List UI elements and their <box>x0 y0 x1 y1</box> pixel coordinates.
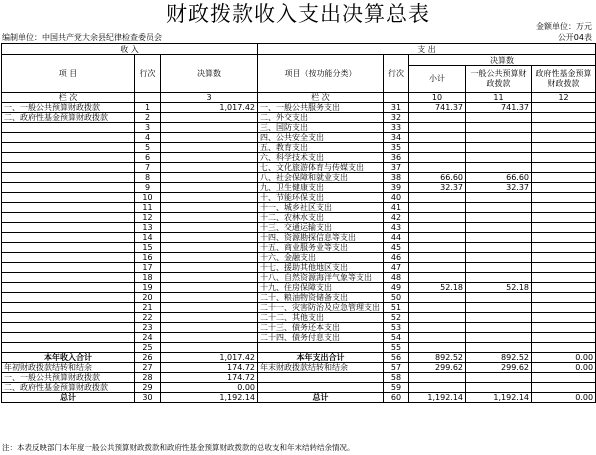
expense-fund-budget <box>532 173 596 183</box>
table-row <box>2 383 596 393</box>
expense-lineno: 42 <box>384 213 409 223</box>
expense-item: 七、文化旅游体育与传媒支出 <box>258 163 384 173</box>
expense-subtotal <box>409 243 466 253</box>
income-amount: 174.72 <box>161 373 258 383</box>
expense-item: 二十三、债务还本支出 <box>258 323 384 333</box>
expense-subtotal <box>409 253 466 263</box>
income-item <box>2 143 135 153</box>
expense-lineno: 41 <box>384 203 409 213</box>
table-row <box>2 373 596 383</box>
expense-fund-budget <box>532 343 596 353</box>
table-row <box>2 223 596 233</box>
expense-item: 九、卫生健康支出 <box>258 183 384 193</box>
expense-general-budget <box>466 303 532 313</box>
income-amount <box>161 233 258 243</box>
expense-general-budget <box>466 383 532 393</box>
income-item-header: 项 目 <box>2 55 135 93</box>
reporting-organization: 编制单位：中国共产党大余县纪律检查委员会 <box>2 33 162 42</box>
expense-fund-budget <box>532 243 596 253</box>
expense-subtotal: 299.62 <box>409 363 466 373</box>
income-amount <box>161 313 258 323</box>
table-row <box>2 323 596 333</box>
expense-lineno: 49 <box>384 283 409 293</box>
income-item: 一、一般公共预算财政拨款 <box>2 103 135 113</box>
table-row <box>2 293 596 303</box>
expense-general-budget: 66.60 <box>466 173 532 183</box>
subtotal-header: 小计 <box>409 66 466 93</box>
income-lineno: 11 <box>135 203 161 213</box>
expense-item: 四、公共安全支出 <box>258 133 384 143</box>
income-lineno: 29 <box>135 383 161 393</box>
expense-subtotal <box>409 263 466 273</box>
expense-general-budget <box>466 243 532 253</box>
expense-subtotal <box>409 203 466 213</box>
table-row <box>2 153 596 163</box>
expense-fund-budget <box>532 323 596 333</box>
table-row <box>2 213 596 223</box>
expense-item: 总计 <box>258 393 384 403</box>
income-amount <box>161 223 258 233</box>
column-index-10: 10 <box>409 93 466 103</box>
expense-lineno: 54 <box>384 333 409 343</box>
table-row <box>2 363 596 373</box>
income-amount <box>161 213 258 223</box>
fund-budget-header: 政府性基金预算财政拨款 <box>532 66 596 93</box>
table-row <box>2 353 596 363</box>
expense-lineno: 59 <box>384 383 409 393</box>
expense-general-budget <box>466 143 532 153</box>
income-item <box>2 253 135 263</box>
expense-item: 十八、自然资源海洋气象等支出 <box>258 273 384 283</box>
expense-lineno: 44 <box>384 233 409 243</box>
table-row <box>2 123 596 133</box>
expense-general-budget <box>466 203 532 213</box>
expense-item: 十二、农林水支出 <box>258 213 384 223</box>
income-lineno: 17 <box>135 263 161 273</box>
table-row <box>2 203 596 213</box>
expense-general-budget <box>466 233 532 243</box>
income-amount <box>161 343 258 353</box>
expense-general-budget <box>466 153 532 163</box>
table-row <box>2 283 596 293</box>
expense-fund-budget <box>532 143 596 153</box>
expense-fund-budget <box>532 123 596 133</box>
general-budget-header: 一般公共预算财政拨款 <box>466 66 532 93</box>
expense-lineno: 32 <box>384 113 409 123</box>
income-item <box>2 233 135 243</box>
income-item <box>2 153 135 163</box>
income-item <box>2 333 135 343</box>
summary-table <box>1 43 596 403</box>
table-row <box>2 303 596 313</box>
report-title: 财政拨款收入支出决算总表 <box>166 2 430 26</box>
income-amount <box>161 253 258 263</box>
income-item: 二、政府性基金预算财政拨款 <box>2 113 135 123</box>
expense-item: 十、节能环保支出 <box>258 193 384 203</box>
table-row <box>2 233 596 243</box>
expense-item: 十三、交通运输支出 <box>258 223 384 233</box>
income-lineno: 9 <box>135 183 161 193</box>
expense-general-budget <box>466 343 532 353</box>
table-row <box>2 163 596 173</box>
income-item: 一、一般公共预算财政拨款 <box>2 373 135 383</box>
expense-item: 五、教育支出 <box>258 143 384 153</box>
income-amount <box>161 283 258 293</box>
expense-fund-budget <box>532 183 596 193</box>
expense-item: 十九、住房保障支出 <box>258 283 384 293</box>
income-lineno-header: 行次 <box>135 55 161 93</box>
table-row <box>2 263 596 273</box>
expense-subtotal <box>409 213 466 223</box>
expense-subtotal <box>409 273 466 283</box>
expense-fund-budget: 0.00 <box>532 393 596 403</box>
expense-fund-budget <box>532 263 596 273</box>
column-index-label: 栏 次 <box>2 93 135 103</box>
expense-subtotal <box>409 313 466 323</box>
income-amount <box>161 113 258 123</box>
expense-item: 二十四、债务付息支出 <box>258 333 384 343</box>
table-row <box>2 173 596 183</box>
income-lineno: 28 <box>135 373 161 383</box>
expense-lineno: 50 <box>384 293 409 303</box>
income-amount <box>161 243 258 253</box>
income-amount <box>161 203 258 213</box>
income-lineno: 19 <box>135 283 161 293</box>
expense-subtotal <box>409 333 466 343</box>
income-lineno: 21 <box>135 303 161 313</box>
expense-lineno: 45 <box>384 243 409 253</box>
expense-subtotal <box>409 343 466 353</box>
expense-fund-budget <box>532 113 596 123</box>
expense-lineno: 48 <box>384 273 409 283</box>
income-lineno: 12 <box>135 213 161 223</box>
income-item <box>2 243 135 253</box>
income-amount <box>161 163 258 173</box>
income-lineno: 1 <box>135 103 161 113</box>
income-item: 总计 <box>2 393 135 403</box>
expense-item <box>258 343 384 353</box>
income-lineno: 14 <box>135 233 161 243</box>
income-header: 收 入 <box>2 44 258 55</box>
income-amount <box>161 263 258 273</box>
expense-item: 十四、资源勘探信息等支出 <box>258 233 384 243</box>
expense-subtotal: 892.52 <box>409 353 466 363</box>
expense-fund-budget <box>532 203 596 213</box>
income-amount: 174.72 <box>161 363 258 373</box>
expense-lineno: 46 <box>384 253 409 263</box>
income-item <box>2 293 135 303</box>
expense-fund-budget: 0.00 <box>532 353 596 363</box>
table-row <box>2 253 596 263</box>
income-amount <box>161 293 258 303</box>
table-code: 公开04表 <box>557 33 592 42</box>
income-lineno: 2 <box>135 113 161 123</box>
income-amount <box>161 333 258 343</box>
expense-subtotal <box>409 113 466 123</box>
expense-amount-header: 决算数 <box>409 55 596 66</box>
expense-fund-budget <box>532 283 596 293</box>
expense-general-budget <box>466 333 532 343</box>
expense-subtotal <box>409 193 466 203</box>
income-item <box>2 223 135 233</box>
income-lineno: 4 <box>135 133 161 143</box>
expense-fund-budget <box>532 303 596 313</box>
income-amount: 1,192.14 <box>161 393 258 403</box>
table-row <box>2 193 596 203</box>
expense-item: 十七、援助其他地区支出 <box>258 263 384 273</box>
table-row <box>2 393 596 403</box>
table-row <box>2 313 596 323</box>
income-amount <box>161 323 258 333</box>
amount-unit: 金额单位：万元 <box>536 22 592 31</box>
expense-item: 年末财政拨款结转和结余 <box>258 363 384 373</box>
expense-subtotal <box>409 143 466 153</box>
income-item <box>2 313 135 323</box>
expense-item: 二、外交支出 <box>258 113 384 123</box>
expense-lineno: 33 <box>384 123 409 133</box>
expense-subtotal <box>409 323 466 333</box>
expense-general-budget: 299.62 <box>466 363 532 373</box>
income-item: 本年收入合计 <box>2 353 135 363</box>
income-lineno: 27 <box>135 363 161 373</box>
column-index-cell-right <box>384 93 409 103</box>
income-lineno: 7 <box>135 163 161 173</box>
expense-fund-budget <box>532 313 596 323</box>
expense-item: 十五、商业服务业等支出 <box>258 243 384 253</box>
expense-item-header: 项目（按功能分类） <box>258 55 384 93</box>
expense-lineno-header: 行次 <box>384 55 409 93</box>
income-lineno: 13 <box>135 223 161 233</box>
expense-lineno: 34 <box>384 133 409 143</box>
income-amount-header: 决算数 <box>161 55 258 93</box>
expense-item <box>258 373 384 383</box>
income-lineno: 20 <box>135 293 161 303</box>
expense-general-budget <box>466 213 532 223</box>
expense-lineno: 40 <box>384 193 409 203</box>
expense-lineno: 35 <box>384 143 409 153</box>
expense-subtotal <box>409 133 466 143</box>
income-item <box>2 213 135 223</box>
expense-subtotal: 741.37 <box>409 103 466 113</box>
income-item: 二、政府性基金预算财政拨款 <box>2 383 135 393</box>
expense-general-budget <box>466 263 532 273</box>
income-item <box>2 273 135 283</box>
expense-fund-budget <box>532 253 596 263</box>
expense-subtotal <box>409 153 466 163</box>
table-note: 注：本表反映部门本年度一般公共预算财政拨款和政府性基金预算财政拨款的总收支和年末结转结余情况。 <box>2 443 355 452</box>
expense-fund-budget <box>532 103 596 113</box>
income-lineno: 30 <box>135 393 161 403</box>
income-item <box>2 323 135 333</box>
income-amount <box>161 303 258 313</box>
expense-item: 十一、城乡社区支出 <box>258 203 384 213</box>
expense-fund-budget <box>532 223 596 233</box>
column-index-11: 11 <box>466 93 532 103</box>
income-amount <box>161 143 258 153</box>
expense-subtotal <box>409 303 466 313</box>
income-lineno: 18 <box>135 273 161 283</box>
expense-subtotal <box>409 233 466 243</box>
expense-lineno: 60 <box>384 393 409 403</box>
income-lineno: 10 <box>135 193 161 203</box>
expense-general-budget <box>466 313 532 323</box>
column-index-12: 12 <box>532 93 596 103</box>
income-lineno: 3 <box>135 123 161 133</box>
expense-fund-budget <box>532 273 596 283</box>
table-row <box>2 333 596 343</box>
expense-subtotal <box>409 373 466 383</box>
expense-fund-budget <box>532 293 596 303</box>
expense-general-budget <box>466 253 532 263</box>
expense-subtotal <box>409 223 466 233</box>
expense-fund-budget <box>532 383 596 393</box>
income-lineno: 25 <box>135 343 161 353</box>
expense-general-budget <box>466 113 532 123</box>
income-item <box>2 343 135 353</box>
expense-lineno: 55 <box>384 343 409 353</box>
expense-item <box>258 383 384 393</box>
expense-subtotal <box>409 383 466 393</box>
expense-general-budget: 32.37 <box>466 183 532 193</box>
expense-general-budget <box>466 163 532 173</box>
expense-lineno: 56 <box>384 353 409 363</box>
income-amount: 0.00 <box>161 383 258 393</box>
expense-subtotal <box>409 123 466 133</box>
income-item <box>2 203 135 213</box>
expense-subtotal <box>409 163 466 173</box>
table-row <box>2 243 596 253</box>
income-lineno: 6 <box>135 153 161 163</box>
expense-fund-budget <box>532 193 596 203</box>
income-amount <box>161 153 258 163</box>
income-lineno: 8 <box>135 173 161 183</box>
table-row <box>2 103 596 113</box>
column-index-cell <box>135 93 161 103</box>
expense-general-budget <box>466 373 532 383</box>
table-row <box>2 343 596 353</box>
income-item <box>2 173 135 183</box>
expense-fund-budget <box>532 133 596 143</box>
income-item <box>2 133 135 143</box>
income-amount <box>161 273 258 283</box>
expense-subtotal: 1,192.14 <box>409 393 466 403</box>
income-item <box>2 183 135 193</box>
expense-general-budget <box>466 323 532 333</box>
expense-fund-budget <box>532 373 596 383</box>
expense-subtotal: 32.37 <box>409 183 466 193</box>
expense-lineno: 57 <box>384 363 409 373</box>
expense-subtotal: 52.18 <box>409 283 466 293</box>
income-item <box>2 123 135 133</box>
expense-general-budget <box>466 133 532 143</box>
income-lineno: 22 <box>135 313 161 323</box>
income-item <box>2 303 135 313</box>
income-amount: 1,017.42 <box>161 103 258 113</box>
table-row <box>2 133 596 143</box>
expense-lineno: 36 <box>384 153 409 163</box>
expense-lineno: 47 <box>384 263 409 273</box>
expense-general-budget <box>466 293 532 303</box>
expense-general-budget: 1,192.14 <box>466 393 532 403</box>
expense-item: 十六、金融支出 <box>258 253 384 263</box>
expense-item: 一、一般公共服务支出 <box>258 103 384 113</box>
income-amount <box>161 173 258 183</box>
expense-fund-budget <box>532 163 596 173</box>
expense-lineno: 37 <box>384 163 409 173</box>
income-amount: 1,017.42 <box>161 353 258 363</box>
income-amount <box>161 183 258 193</box>
expense-subtotal: 66.60 <box>409 173 466 183</box>
expense-item: 本年支出合计 <box>258 353 384 363</box>
income-item: 年初财政拨款结转和结余 <box>2 363 135 373</box>
table-row <box>2 273 596 283</box>
table-row <box>2 183 596 193</box>
column-index-3: 3 <box>161 93 258 103</box>
expense-general-budget <box>466 123 532 133</box>
table-row <box>2 113 596 123</box>
income-lineno: 24 <box>135 333 161 343</box>
expense-lineno: 58 <box>384 373 409 383</box>
expense-item: 六、科学技术支出 <box>258 153 384 163</box>
expense-lineno: 39 <box>384 183 409 193</box>
income-item <box>2 263 135 273</box>
income-item <box>2 163 135 173</box>
expense-item: 二十、粮油物资储备支出 <box>258 293 384 303</box>
income-lineno: 26 <box>135 353 161 363</box>
expense-general-budget: 52.18 <box>466 283 532 293</box>
expense-lineno: 43 <box>384 223 409 233</box>
expense-subtotal <box>409 293 466 303</box>
expense-general-budget: 892.52 <box>466 353 532 363</box>
income-item <box>2 193 135 203</box>
income-amount <box>161 123 258 133</box>
expense-lineno: 52 <box>384 313 409 323</box>
expense-fund-budget: 0.00 <box>532 363 596 373</box>
income-amount <box>161 133 258 143</box>
income-lineno: 15 <box>135 243 161 253</box>
expense-general-budget <box>466 193 532 203</box>
income-lineno: 23 <box>135 323 161 333</box>
expense-item: 二十二、其他支出 <box>258 313 384 323</box>
expense-general-budget <box>466 223 532 233</box>
expense-item: 八、社会保障和就业支出 <box>258 173 384 183</box>
table-row <box>2 143 596 153</box>
expense-fund-budget <box>532 153 596 163</box>
expense-item: 二十一、灾害防治及应急管理支出 <box>258 303 384 313</box>
expense-general-budget: 741.37 <box>466 103 532 113</box>
expense-lineno: 51 <box>384 303 409 313</box>
income-lineno: 5 <box>135 143 161 153</box>
income-item <box>2 283 135 293</box>
expense-lineno: 53 <box>384 323 409 333</box>
expense-fund-budget <box>532 213 596 223</box>
column-index-label-right: 栏 次 <box>258 93 384 103</box>
expense-header: 支 出 <box>258 44 596 55</box>
income-lineno: 16 <box>135 253 161 263</box>
expense-fund-budget <box>532 333 596 343</box>
expense-lineno: 38 <box>384 173 409 183</box>
expense-fund-budget <box>532 233 596 243</box>
expense-item: 三、国防支出 <box>258 123 384 133</box>
expense-general-budget <box>466 273 532 283</box>
expense-lineno: 31 <box>384 103 409 113</box>
income-amount <box>161 193 258 203</box>
